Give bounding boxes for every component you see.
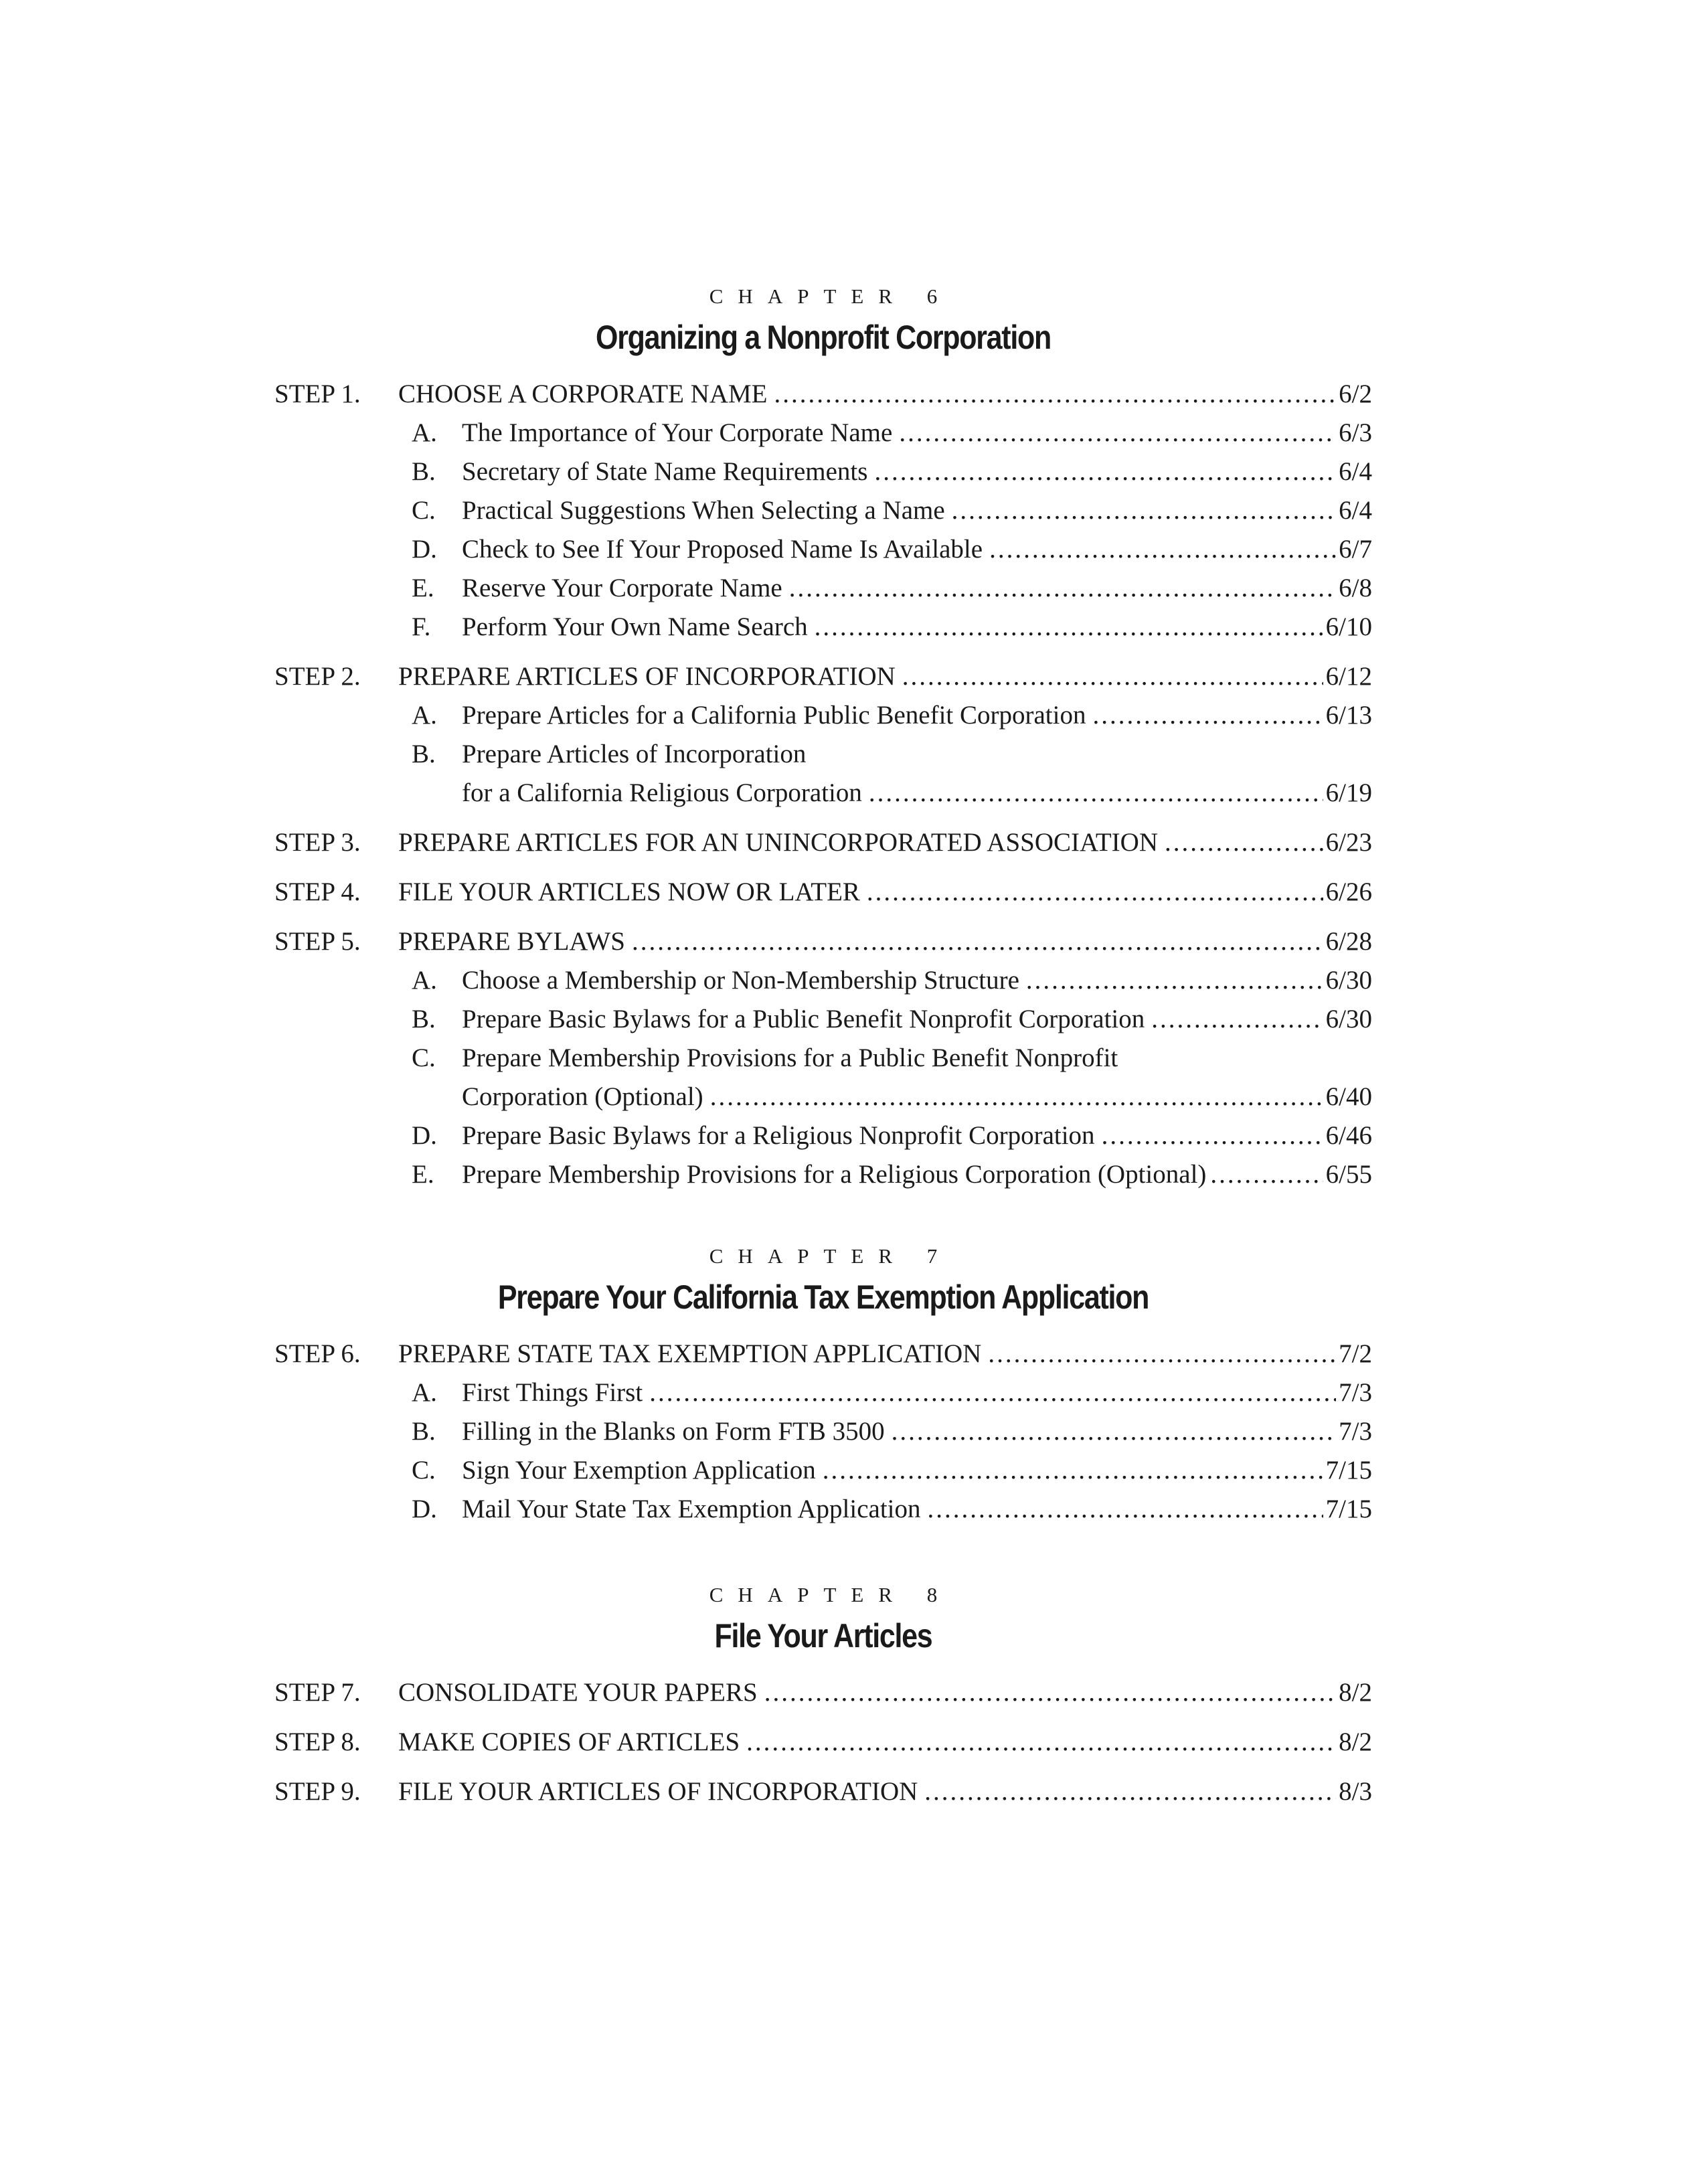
toc-subentry[interactable] xyxy=(274,1039,1372,1078)
sub-letter: F. xyxy=(412,612,431,641)
toc-subentry[interactable] xyxy=(274,1373,1372,1412)
step-number: STEP 4. xyxy=(274,877,361,906)
sub-letter: B. xyxy=(412,457,436,486)
sub-title-continuation: Corporation (Optional) xyxy=(462,1082,703,1111)
step-number: STEP 8. xyxy=(274,1728,361,1756)
toc-entry[interactable] xyxy=(274,1772,1372,1811)
dot-leader xyxy=(899,414,1336,452)
dot-leader xyxy=(1210,1155,1323,1194)
chapter-8 xyxy=(274,1580,1372,1811)
toc-entry[interactable] xyxy=(274,1335,1372,1373)
sub-title: Prepare Basic Bylaws for a Public Benefit Nonprofit Corporation xyxy=(462,1005,1145,1033)
sub-title: Prepare Membership Provisions for a Religious Corporation (Optional) xyxy=(462,1160,1207,1189)
dot-leader xyxy=(989,530,1336,569)
toc-step-2 xyxy=(274,657,1372,813)
chapter-7 xyxy=(274,1241,1372,1529)
sub-title: Choose a Membership or Non-Membership Structure xyxy=(462,966,1019,995)
toc-subentry[interactable] xyxy=(274,452,1372,491)
step-number: STEP 3. xyxy=(274,828,361,857)
table-of-contents xyxy=(274,281,1372,1811)
step-number: STEP 7. xyxy=(274,1678,361,1707)
page-number: 8/2 xyxy=(1339,1728,1372,1756)
toc-subentry[interactable] xyxy=(274,608,1372,647)
toc-entry[interactable] xyxy=(274,657,1372,696)
page-number: 7/15 xyxy=(1325,1456,1372,1485)
page-number: 7/15 xyxy=(1325,1495,1372,1523)
chapter-label: CHAPTER 8 xyxy=(709,1583,952,1606)
toc-subentry[interactable] xyxy=(274,1000,1372,1039)
toc-subentry[interactable] xyxy=(274,414,1372,452)
sub-letter: B. xyxy=(412,740,436,768)
dot-leader xyxy=(1102,1116,1323,1155)
page-number: 7/2 xyxy=(1339,1339,1372,1368)
dot-leader xyxy=(1026,961,1323,1000)
sub-letter: E. xyxy=(412,574,434,602)
step-title: PREPARE ARTICLES OF INCORPORATION xyxy=(398,662,896,691)
page-number: 6/19 xyxy=(1325,778,1372,807)
dot-leader xyxy=(892,1412,1337,1451)
page-number: 6/3 xyxy=(1339,418,1372,447)
sub-letter: C. xyxy=(412,1043,436,1072)
toc-subentry-continuation[interactable] xyxy=(274,774,1372,813)
sub-title: Secretary of State Name Requirements xyxy=(462,457,868,486)
step-title: CHOOSE A CORPORATE NAME xyxy=(398,380,768,408)
step-number: STEP 2. xyxy=(274,662,361,691)
toc-entry[interactable] xyxy=(274,375,1372,414)
chapter-label: CHAPTER 6 xyxy=(709,284,952,308)
toc-entry[interactable] xyxy=(274,922,1372,961)
step-title: PREPARE BYLAWS xyxy=(398,927,625,956)
page-number: 6/2 xyxy=(1339,380,1372,408)
page-number: 6/4 xyxy=(1339,457,1372,486)
sub-title-continuation: for a California Religious Corporation xyxy=(462,778,862,807)
chapter-title: Prepare Your California Tax Exemption Application xyxy=(497,1278,1149,1316)
sub-letter: B. xyxy=(412,1417,436,1446)
toc-subentry-continuation[interactable] xyxy=(274,1078,1372,1116)
sub-title: Prepare Articles of Incorporation xyxy=(462,740,807,768)
chapter-6 xyxy=(274,281,1372,1194)
page-number: 6/30 xyxy=(1325,966,1372,995)
toc-step-6 xyxy=(274,1335,1372,1529)
toc-step-1 xyxy=(274,375,1372,647)
toc-entry[interactable] xyxy=(274,873,1372,912)
sub-title: Prepare Articles for a California Public Benefit Corporation xyxy=(462,701,1086,730)
step-title: FILE YOUR ARTICLES OF INCORPORATION xyxy=(398,1777,918,1806)
chapter-title: File Your Articles xyxy=(714,1617,932,1655)
sub-letter: D. xyxy=(412,535,437,564)
step-title: CONSOLIDATE YOUR PAPERS xyxy=(398,1678,758,1707)
sub-title: Prepare Membership Provisions for a Public Benefit Nonprofit xyxy=(462,1043,1118,1072)
toc-step-7 xyxy=(274,1673,1372,1712)
dot-leader xyxy=(649,1373,1336,1412)
page-number: 8/2 xyxy=(1339,1678,1372,1707)
dot-leader xyxy=(774,375,1337,414)
page-number: 6/40 xyxy=(1325,1082,1372,1111)
toc-subentry[interactable] xyxy=(274,696,1372,735)
toc-subentry[interactable] xyxy=(274,1451,1372,1490)
sub-title: Perform Your Own Name Search xyxy=(462,612,808,641)
dot-leader xyxy=(988,1335,1336,1373)
page-number: 7/3 xyxy=(1339,1417,1372,1446)
page-number: 6/23 xyxy=(1325,828,1372,857)
dot-leader xyxy=(815,608,1323,647)
step-number: STEP 6. xyxy=(274,1339,361,1368)
sub-title: Check to See If Your Proposed Name Is Available xyxy=(462,535,983,564)
toc-subentry[interactable] xyxy=(274,1490,1372,1529)
sub-title: Mail Your State Tax Exemption Application xyxy=(462,1495,921,1523)
dot-leader xyxy=(928,1490,1323,1529)
page-number: 6/28 xyxy=(1325,927,1372,956)
toc-subentry[interactable] xyxy=(274,491,1372,530)
sub-letter: A. xyxy=(412,701,437,730)
toc-subentry[interactable] xyxy=(274,961,1372,1000)
dot-leader xyxy=(1151,1000,1323,1039)
toc-subentry[interactable] xyxy=(274,1116,1372,1155)
sub-letter: D. xyxy=(412,1495,437,1523)
page-number: 6/10 xyxy=(1325,612,1372,641)
toc-subentry[interactable] xyxy=(274,530,1372,569)
dot-leader xyxy=(952,491,1336,530)
sub-title: Sign Your Exemption Application xyxy=(462,1456,816,1485)
page-number: 6/12 xyxy=(1325,662,1372,691)
dot-leader xyxy=(764,1673,1336,1712)
page-number: 7/3 xyxy=(1339,1378,1372,1407)
step-number: STEP 5. xyxy=(274,927,361,956)
step-title: MAKE COPIES OF ARTICLES xyxy=(398,1728,740,1756)
sub-letter: A. xyxy=(412,1378,437,1407)
sub-title: Reserve Your Corporate Name xyxy=(462,574,782,602)
dot-leader xyxy=(874,452,1336,491)
toc-step-3 xyxy=(274,823,1372,862)
page-number: 6/13 xyxy=(1325,701,1372,730)
toc-step-4 xyxy=(274,873,1372,912)
dot-leader xyxy=(869,774,1323,813)
sub-letter: C. xyxy=(412,1456,436,1485)
dot-leader xyxy=(823,1451,1323,1490)
sub-title: Practical Suggestions When Selecting a Name xyxy=(462,496,945,525)
dot-leader xyxy=(789,569,1336,608)
step-title: FILE YOUR ARTICLES NOW OR LATER xyxy=(398,877,860,906)
step-number: STEP 9. xyxy=(274,1777,361,1806)
toc-entry[interactable] xyxy=(274,1673,1372,1712)
dot-leader xyxy=(1092,696,1323,735)
sub-title: First Things First xyxy=(462,1378,643,1407)
toc-subentry[interactable] xyxy=(274,1155,1372,1194)
page-number: 6/26 xyxy=(1325,877,1372,906)
step-title: PREPARE STATE TAX EXEMPTION APPLICATION xyxy=(398,1339,982,1368)
sub-letter: C. xyxy=(412,496,436,525)
step-number: STEP 1. xyxy=(274,380,361,408)
page-number: 6/55 xyxy=(1325,1160,1372,1189)
toc-subentry[interactable] xyxy=(274,735,1372,774)
dot-leader xyxy=(924,1772,1336,1811)
toc-entry[interactable] xyxy=(274,1723,1372,1762)
page-number: 6/7 xyxy=(1339,535,1372,564)
page-number: 6/8 xyxy=(1339,574,1372,602)
page-number: 6/4 xyxy=(1339,496,1372,525)
sub-letter: E. xyxy=(412,1160,434,1189)
toc-subentry[interactable] xyxy=(274,1412,1372,1451)
sub-letter: A. xyxy=(412,418,437,447)
sub-letter: D. xyxy=(412,1121,437,1150)
dot-leader xyxy=(746,1723,1336,1762)
sub-title: Prepare Basic Bylaws for a Religious Nonprofit Corporation xyxy=(462,1121,1095,1150)
page-number: 6/46 xyxy=(1325,1121,1372,1150)
chapter-title: Organizing a Nonprofit Corporation xyxy=(596,319,1051,356)
page-number: 6/30 xyxy=(1325,1005,1372,1033)
sub-letter: A. xyxy=(412,966,437,995)
sub-title: Filling in the Blanks on Form FTB 3500 xyxy=(462,1417,885,1446)
dot-leader xyxy=(1165,823,1323,862)
dot-leader xyxy=(902,657,1323,696)
chapter-label: CHAPTER 7 xyxy=(709,1244,952,1268)
sub-title: The Importance of Your Corporate Name xyxy=(462,418,893,447)
step-title: PREPARE ARTICLES FOR AN UNINCORPORATED ASSOCIATION xyxy=(398,828,1158,857)
toc-step-8 xyxy=(274,1723,1372,1762)
page-number: 8/3 xyxy=(1339,1777,1372,1806)
dot-leader xyxy=(710,1078,1323,1116)
toc-step-9 xyxy=(274,1772,1372,1811)
toc-entry[interactable] xyxy=(274,823,1372,862)
toc-step-5 xyxy=(274,922,1372,1194)
dot-leader xyxy=(632,922,1323,961)
toc-subentry[interactable] xyxy=(274,569,1372,608)
dot-leader xyxy=(867,873,1323,912)
sub-letter: B. xyxy=(412,1005,436,1033)
